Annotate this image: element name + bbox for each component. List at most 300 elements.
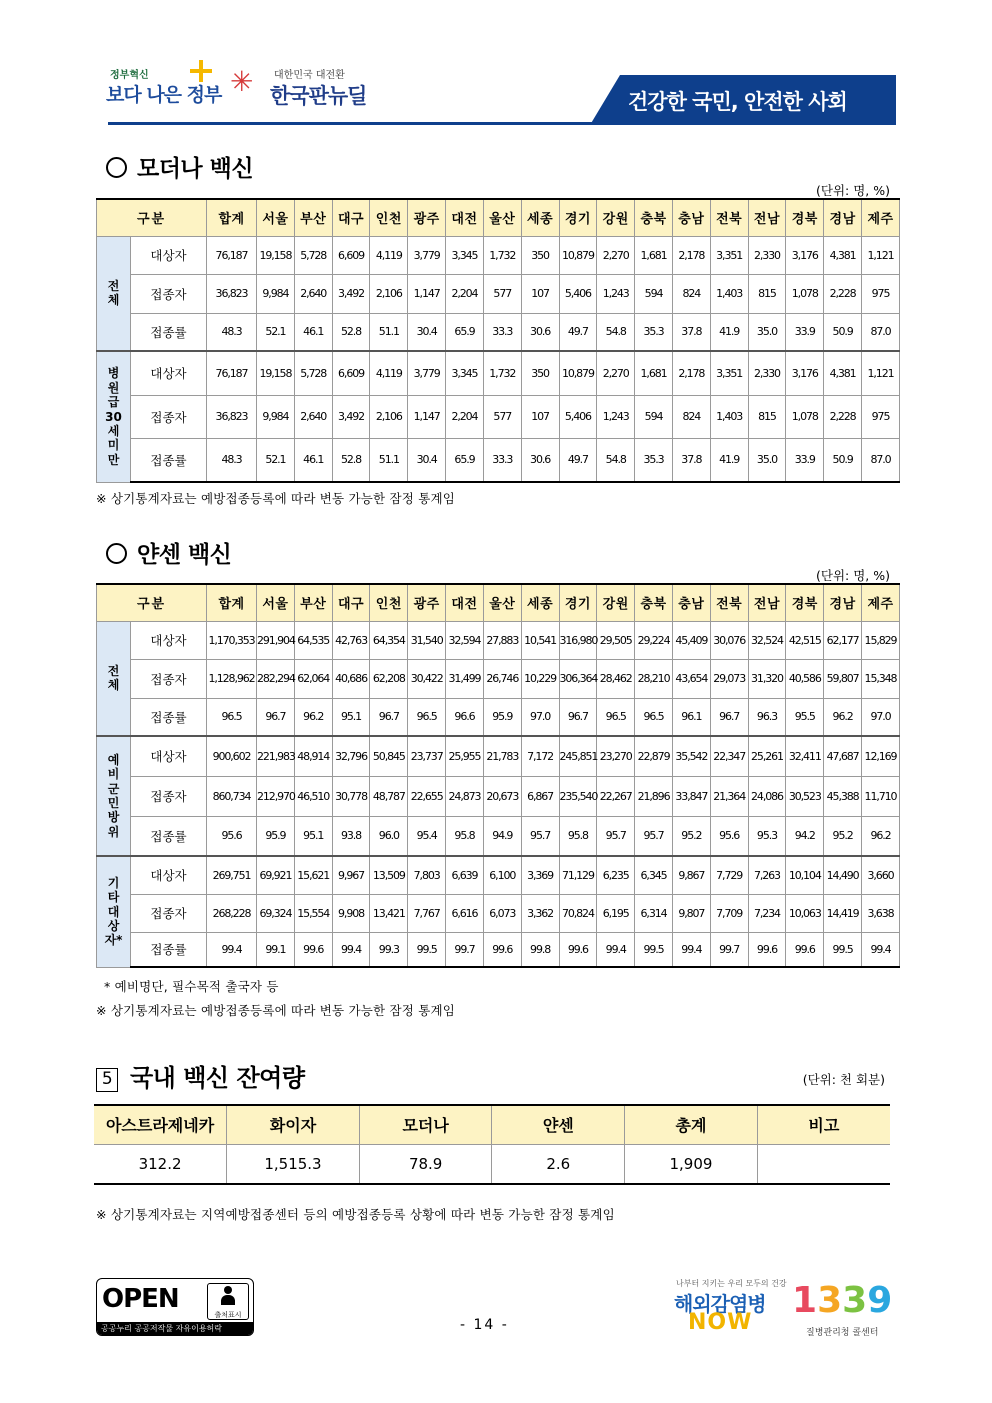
- table-cell: 3,638: [862, 894, 900, 932]
- table-cell: 96.5: [635, 698, 673, 736]
- table-cell: 51.1: [370, 438, 408, 482]
- column-header: 강원: [597, 584, 635, 621]
- table-cell: 87.0: [862, 438, 900, 482]
- remaining-header-cell: 아스트라제네카: [94, 1105, 227, 1144]
- column-header: 전남: [748, 584, 786, 621]
- table-cell: 350: [521, 351, 559, 395]
- column-header: 인천: [370, 199, 408, 236]
- table-cell: 14,490: [824, 856, 862, 894]
- table-cell: 95.9: [257, 816, 295, 856]
- table-cell: 26,746: [483, 659, 521, 698]
- row-group-label: 병 원 급 30 세 미 만: [97, 351, 131, 482]
- table-cell: 3,345: [446, 351, 484, 395]
- column-header: 구분: [97, 199, 207, 236]
- overseas-tagline: 나부터 지키는 우리 모두의 건강: [676, 1279, 787, 1288]
- table-cell: 221,983: [257, 736, 295, 776]
- table-cell: 350: [521, 236, 559, 274]
- table-cell: 1,243: [597, 274, 635, 313]
- table-cell: 29,505: [597, 621, 635, 659]
- table-cell: 2,640: [294, 395, 332, 438]
- table-cell: 2,106: [370, 395, 408, 438]
- table-cell: 48,787: [370, 776, 408, 816]
- table-cell: 27,883: [483, 621, 521, 659]
- table-cell: 3,492: [332, 274, 370, 313]
- table-row: [97, 894, 900, 932]
- remaining-note: ※ 상기통계자료는 지역예방접종센터 등의 예방접종등록 상황에 따라 변동 가능한 잠정 통계임: [96, 1207, 615, 1222]
- table-cell: 6,235: [597, 856, 635, 894]
- row-label: 접종률: [131, 698, 207, 736]
- table-cell: 14,419: [824, 894, 862, 932]
- table-cell: 95.2: [672, 816, 710, 856]
- row-label: 접종률: [131, 438, 207, 482]
- table-cell: 29,224: [635, 621, 673, 659]
- table-header-row: [97, 199, 900, 236]
- column-header: 전북: [710, 199, 748, 236]
- table-cell: 42,515: [786, 621, 824, 659]
- table-cell: 95.6: [207, 816, 257, 856]
- column-header: 경북: [786, 584, 824, 621]
- table-cell: 824: [672, 395, 710, 438]
- plus-icon: [190, 60, 212, 82]
- table-cell: 41.9: [710, 313, 748, 351]
- table-cell: 30,523: [786, 776, 824, 816]
- column-header: 충남: [672, 584, 710, 621]
- table-cell: 95.2: [824, 816, 862, 856]
- table-cell: 6,195: [597, 894, 635, 932]
- table-cell: 212,970: [257, 776, 295, 816]
- table-cell: 99.4: [332, 932, 370, 967]
- table-cell: 15,554: [294, 894, 332, 932]
- open-license-caption: 공공누리 공공저작물 자유이용허락: [97, 1322, 253, 1335]
- table-cell: 32,411: [786, 736, 824, 776]
- table-cell: 45,409: [672, 621, 710, 659]
- table-cell: 33,847: [672, 776, 710, 816]
- column-header: 구분: [97, 584, 207, 621]
- hotline-digit: 9: [867, 1280, 893, 1321]
- table-cell: 21,364: [710, 776, 748, 816]
- row-label: 대상자: [131, 621, 207, 659]
- table-row: [97, 438, 900, 482]
- table-cell: 30,076: [710, 621, 748, 659]
- table-cell: 107: [521, 395, 559, 438]
- table-cell: 99.6: [748, 932, 786, 967]
- table-cell: 10,063: [786, 894, 824, 932]
- table-cell: 52.1: [257, 313, 295, 351]
- remaining-value-cell: [757, 1144, 890, 1184]
- table-cell: 37.8: [672, 313, 710, 351]
- table-cell: 31,540: [408, 621, 446, 659]
- table-cell: 40,686: [332, 659, 370, 698]
- table-cell: 62,064: [294, 659, 332, 698]
- table-cell: 99.7: [710, 932, 748, 967]
- person-icon: [221, 1286, 235, 1306]
- table-cell: 99.7: [446, 932, 484, 967]
- table-cell: 9,807: [672, 894, 710, 932]
- table-cell: 95.7: [635, 816, 673, 856]
- table-cell: 306,364: [559, 659, 597, 698]
- table-cell: 24,873: [446, 776, 484, 816]
- table-cell: 87.0: [862, 313, 900, 351]
- table-cell: 96.2: [862, 816, 900, 856]
- row-label: 접종자: [131, 274, 207, 313]
- moderna-table: [96, 198, 900, 483]
- table-cell: 54.8: [597, 438, 635, 482]
- moderna-unit: (단위: 명, %): [816, 183, 890, 198]
- table-cell: 11,710: [862, 776, 900, 816]
- column-header: 전북: [710, 584, 748, 621]
- table-cell: 95.1: [294, 816, 332, 856]
- table-cell: 10,541: [521, 621, 559, 659]
- remaining-value-cell: 2.6: [492, 1144, 625, 1184]
- table-cell: 96.7: [370, 698, 408, 736]
- table-cell: 15,348: [862, 659, 900, 698]
- column-header: 대전: [446, 199, 484, 236]
- table-cell: 3,176: [786, 236, 824, 274]
- table-row: [97, 856, 900, 894]
- table-cell: 2,640: [294, 274, 332, 313]
- table-cell: 65.9: [446, 313, 484, 351]
- table-cell: 1,243: [597, 395, 635, 438]
- table-cell: 62,208: [370, 659, 408, 698]
- table-cell: 99.6: [786, 932, 824, 967]
- table-row: [97, 313, 900, 351]
- row-label: 접종률: [131, 932, 207, 967]
- circle-bullet-icon: [106, 157, 127, 178]
- table-cell: 76,187: [207, 351, 257, 395]
- column-header: 인천: [370, 584, 408, 621]
- table-cell: 25,261: [748, 736, 786, 776]
- table-row: [97, 776, 900, 816]
- table-cell: 2,106: [370, 274, 408, 313]
- table-row: [97, 621, 900, 659]
- table-cell: 99.1: [257, 932, 295, 967]
- table-row: [97, 932, 900, 967]
- table-cell: 96.1: [672, 698, 710, 736]
- row-group-label: 전 체: [97, 236, 131, 351]
- table-cell: 4,119: [370, 236, 408, 274]
- table-cell: 46,510: [294, 776, 332, 816]
- table-cell: 815: [748, 274, 786, 313]
- table-cell: 50.9: [824, 313, 862, 351]
- table-cell: 64,354: [370, 621, 408, 659]
- new-deal-small: 대한민국 대전환: [274, 70, 345, 81]
- table-cell: 1,732: [483, 351, 521, 395]
- column-header: 강원: [597, 199, 635, 236]
- hotline-logo: [792, 1280, 892, 1321]
- table-cell: 7,729: [710, 856, 748, 894]
- table-cell: 99.4: [862, 932, 900, 967]
- table-cell: 96.5: [207, 698, 257, 736]
- column-header: 부산: [294, 584, 332, 621]
- table-cell: 30,778: [332, 776, 370, 816]
- row-label: 대상자: [131, 856, 207, 894]
- table-cell: 2,270: [597, 351, 635, 395]
- remaining-value-cell: 312.2: [94, 1144, 227, 1184]
- table-cell: 9,984: [257, 395, 295, 438]
- table-cell: 824: [672, 274, 710, 313]
- remaining-table: [94, 1104, 890, 1185]
- column-header: 경북: [786, 199, 824, 236]
- table-cell: 69,921: [257, 856, 295, 894]
- remaining-section-title: 5 국내 백신 잔여량: [96, 1058, 305, 1093]
- column-header: 서울: [257, 199, 295, 236]
- gov-innovation-small: 정부혁신: [110, 70, 149, 81]
- table-cell: 99.6: [294, 932, 332, 967]
- table-cell: 1,078: [786, 395, 824, 438]
- table-cell: 1,732: [483, 236, 521, 274]
- table-cell: 97.0: [862, 698, 900, 736]
- table-cell: 22,879: [635, 736, 673, 776]
- table-cell: 268,228: [207, 894, 257, 932]
- hotline-digit: 1: [792, 1280, 818, 1321]
- row-label: 접종자: [131, 894, 207, 932]
- table-cell: 22,267: [597, 776, 635, 816]
- table-cell: 59,807: [824, 659, 862, 698]
- column-header: 울산: [483, 199, 521, 236]
- table-cell: 6,609: [332, 236, 370, 274]
- table-cell: 19,158: [257, 351, 295, 395]
- table-cell: 95.7: [521, 816, 559, 856]
- table-cell: 35.0: [748, 438, 786, 482]
- table-cell: 33.3: [483, 313, 521, 351]
- table-cell: 235,540: [559, 776, 597, 816]
- table-cell: 269,751: [207, 856, 257, 894]
- table-cell: 31,499: [446, 659, 484, 698]
- table-cell: 6,073: [483, 894, 521, 932]
- table-cell: 282,294: [257, 659, 295, 698]
- table-cell: 96.5: [597, 698, 635, 736]
- table-cell: 99.5: [635, 932, 673, 967]
- table-cell: 35.0: [748, 313, 786, 351]
- table-cell: 25,955: [446, 736, 484, 776]
- table-header-row: [97, 584, 900, 621]
- table-cell: 7,803: [408, 856, 446, 894]
- overseas-logo-text: 해외감염병: [674, 1292, 766, 1316]
- table-cell: 35.3: [635, 438, 673, 482]
- table-cell: 1,170,353: [207, 621, 257, 659]
- column-header: 대전: [446, 584, 484, 621]
- table-cell: 1,681: [635, 236, 673, 274]
- table-cell: 1,078: [786, 274, 824, 313]
- column-header: 대구: [332, 584, 370, 621]
- remaining-header-row: [94, 1105, 890, 1144]
- table-cell: 96.2: [294, 698, 332, 736]
- column-header: 부산: [294, 199, 332, 236]
- table-cell: 7,767: [408, 894, 446, 932]
- table-cell: 4,381: [824, 236, 862, 274]
- column-header: 충북: [635, 199, 673, 236]
- table-cell: 107: [521, 274, 559, 313]
- table-cell: 2,228: [824, 274, 862, 313]
- table-cell: 46.1: [294, 313, 332, 351]
- table-cell: 6,616: [446, 894, 484, 932]
- table-row: [97, 274, 900, 313]
- table-cell: 48.3: [207, 313, 257, 351]
- table-cell: 96.2: [824, 698, 862, 736]
- table-cell: 69,324: [257, 894, 295, 932]
- table-cell: 5,406: [559, 395, 597, 438]
- table-cell: 1,121: [862, 236, 900, 274]
- table-cell: 4,119: [370, 351, 408, 395]
- table-row: [97, 736, 900, 776]
- table-cell: 20,673: [483, 776, 521, 816]
- table-cell: 62,177: [824, 621, 862, 659]
- column-header: 제주: [862, 584, 900, 621]
- table-cell: 7,709: [710, 894, 748, 932]
- column-header: 광주: [408, 199, 446, 236]
- table-cell: 99.5: [824, 932, 862, 967]
- table-cell: 2,178: [672, 236, 710, 274]
- table-cell: 54.8: [597, 313, 635, 351]
- table-cell: 7,234: [748, 894, 786, 932]
- table-row: [97, 698, 900, 736]
- table-cell: 95.5: [786, 698, 824, 736]
- table-cell: 9,984: [257, 274, 295, 313]
- table-cell: 99.4: [207, 932, 257, 967]
- table-cell: 96.0: [370, 816, 408, 856]
- hotline-caption: 질병관리청 콜센터: [806, 1328, 879, 1338]
- table-cell: 95.9: [483, 698, 521, 736]
- remaining-header-cell: 총계: [625, 1105, 758, 1144]
- table-cell: 21,783: [483, 736, 521, 776]
- table-cell: 22,347: [710, 736, 748, 776]
- table-cell: 96.7: [559, 698, 597, 736]
- table-cell: 33.9: [786, 313, 824, 351]
- table-cell: 28,210: [635, 659, 673, 698]
- table-cell: 96.7: [710, 698, 748, 736]
- table-cell: 95.8: [446, 816, 484, 856]
- table-cell: 3,492: [332, 395, 370, 438]
- table-cell: 35,542: [672, 736, 710, 776]
- table-cell: 30.6: [521, 313, 559, 351]
- remaining-header-cell: 얀센: [492, 1105, 625, 1144]
- table-cell: 860,734: [207, 776, 257, 816]
- table-cell: 33.3: [483, 438, 521, 482]
- moderna-note: ※ 상기통계자료는 예방접종등록에 따라 변동 가능한 잠정 통계임: [96, 491, 456, 506]
- table-cell: 3,369: [521, 856, 559, 894]
- row-group-label: 전 체: [97, 621, 131, 736]
- table-cell: 36,823: [207, 395, 257, 438]
- table-cell: 96.7: [257, 698, 295, 736]
- table-cell: 2,330: [748, 351, 786, 395]
- table-cell: 52.8: [332, 313, 370, 351]
- table-cell: 30,422: [408, 659, 446, 698]
- table-cell: 50,845: [370, 736, 408, 776]
- table-cell: 99.6: [559, 932, 597, 967]
- table-cell: 29,073: [710, 659, 748, 698]
- table-cell: 1,147: [408, 274, 446, 313]
- slogan-text: 건강한 국민, 안전한 사회: [628, 90, 847, 114]
- table-cell: 7,172: [521, 736, 559, 776]
- table-cell: 48,914: [294, 736, 332, 776]
- table-cell: 95.7: [597, 816, 635, 856]
- table-cell: 13,509: [370, 856, 408, 894]
- table-cell: 41.9: [710, 438, 748, 482]
- new-deal-logo: 한국판뉴딜: [270, 84, 367, 108]
- table-cell: 577: [483, 395, 521, 438]
- table-row: [97, 351, 900, 395]
- table-cell: 900,602: [207, 736, 257, 776]
- table-cell: 48.3: [207, 438, 257, 482]
- table-cell: 577: [483, 274, 521, 313]
- table-cell: 19,158: [257, 236, 295, 274]
- table-cell: 97.0: [521, 698, 559, 736]
- table-cell: 49.7: [559, 313, 597, 351]
- table-cell: 3,362: [521, 894, 559, 932]
- remaining-header-cell: 모더나: [359, 1105, 492, 1144]
- table-cell: 5,728: [294, 351, 332, 395]
- table-cell: 52.1: [257, 438, 295, 482]
- remaining-value-row: [94, 1144, 890, 1184]
- column-header: 대구: [332, 199, 370, 236]
- column-header: 경남: [824, 584, 862, 621]
- table-cell: 50.9: [824, 438, 862, 482]
- table-cell: 245,851: [559, 736, 597, 776]
- row-label: 접종자: [131, 395, 207, 438]
- table-cell: 70,824: [559, 894, 597, 932]
- table-cell: 30.4: [408, 438, 446, 482]
- janssen-unit: (단위: 명, %): [816, 568, 890, 583]
- table-cell: 76,187: [207, 236, 257, 274]
- table-cell: 15,621: [294, 856, 332, 894]
- table-cell: 23,270: [597, 736, 635, 776]
- table-cell: 95.6: [710, 816, 748, 856]
- column-header: 세종: [521, 584, 559, 621]
- circle-bullet-icon: [106, 543, 127, 564]
- table-cell: 1,121: [862, 351, 900, 395]
- table-cell: 1,403: [710, 395, 748, 438]
- table-cell: 6,345: [635, 856, 673, 894]
- janssen-note: ※ 상기통계자료는 예방접종등록에 따라 변동 가능한 잠정 통계임: [96, 1003, 456, 1018]
- row-label: 접종률: [131, 816, 207, 856]
- row-label: 접종률: [131, 313, 207, 351]
- table-cell: 3,345: [446, 236, 484, 274]
- table-cell: 3,779: [408, 351, 446, 395]
- table-cell: 28,462: [597, 659, 635, 698]
- table-cell: 2,204: [446, 395, 484, 438]
- row-group-label: 기 타 대 상 자*: [97, 856, 131, 967]
- janssen-table: [96, 583, 900, 968]
- table-cell: 96.5: [408, 698, 446, 736]
- remaining-header-cell: 화이자: [227, 1105, 360, 1144]
- table-cell: 71,129: [559, 856, 597, 894]
- table-cell: 40,586: [786, 659, 824, 698]
- column-header: 광주: [408, 584, 446, 621]
- table-cell: 99.4: [672, 932, 710, 967]
- section-number: 5: [96, 1068, 118, 1092]
- column-header: 전남: [748, 199, 786, 236]
- table-cell: 2,330: [748, 236, 786, 274]
- gov-innovation-logo: 보다 나은 정부: [106, 84, 222, 106]
- table-cell: 51.1: [370, 313, 408, 351]
- table-cell: 3,351: [710, 351, 748, 395]
- table-cell: 7,263: [748, 856, 786, 894]
- table-cell: 46.1: [294, 438, 332, 482]
- row-group-label: 예 비 군 민 방 위: [97, 736, 131, 856]
- table-cell: 99.3: [370, 932, 408, 967]
- column-header: 세종: [521, 199, 559, 236]
- table-row: [97, 659, 900, 698]
- table-cell: 52.8: [332, 438, 370, 482]
- table-cell: 99.4: [597, 932, 635, 967]
- column-header: 울산: [483, 584, 521, 621]
- row-label: 대상자: [131, 736, 207, 776]
- table-cell: 31,320: [748, 659, 786, 698]
- table-cell: 49.7: [559, 438, 597, 482]
- table-cell: 10,879: [559, 351, 597, 395]
- header-divider: [108, 122, 896, 125]
- row-label: 접종자: [131, 776, 207, 816]
